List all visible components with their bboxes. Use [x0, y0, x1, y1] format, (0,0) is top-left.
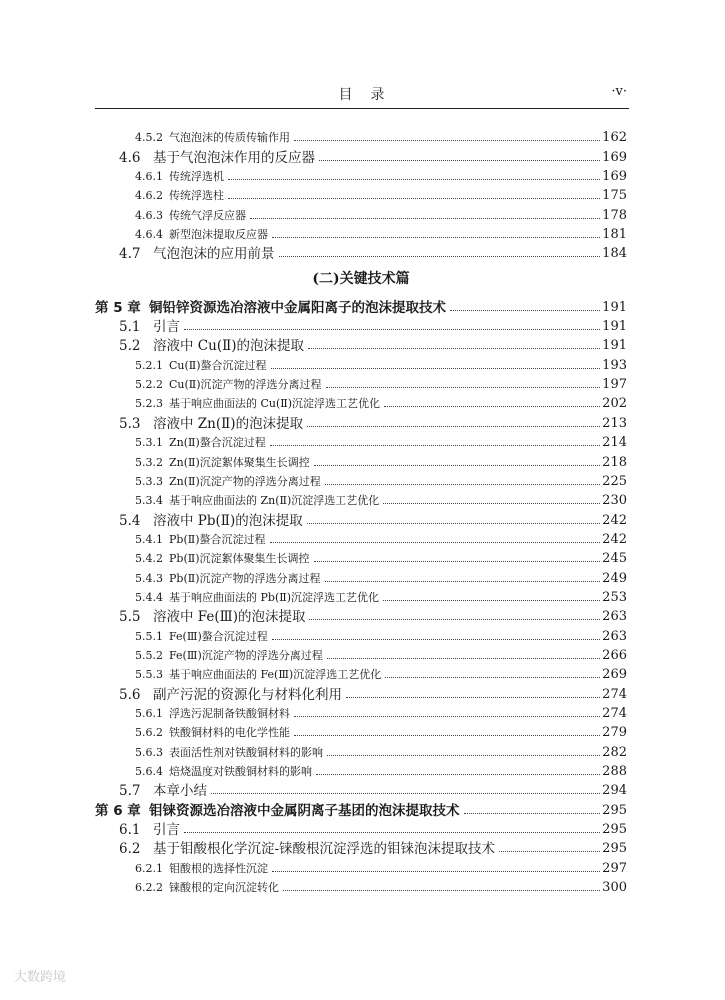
toc-entry-number: 4.6.1	[135, 170, 163, 184]
toc-subsection-entry[interactable]	[95, 761, 627, 780]
toc-dot-leader	[314, 465, 600, 466]
toc-entry-title: 基于响应曲面法的 Zn(Ⅱ)沉淀浮选工艺优化	[169, 494, 380, 508]
toc-entry-title: 传统浮选机	[169, 170, 224, 184]
toc-section-entry[interactable]	[95, 146, 627, 165]
toc-entry-title: 传统浮选柱	[169, 189, 224, 203]
toc-entry-page: 263	[602, 609, 627, 625]
toc-entry-page: 213	[602, 415, 627, 431]
toc-dot-leader	[228, 198, 600, 199]
toc-entry-title: 溶液中 Cu(Ⅱ)的泡沫提取	[153, 338, 305, 355]
toc-entry-title: 钼酸根的选择性沉淀	[169, 861, 268, 875]
toc-entry-number: 5.6.4	[135, 765, 163, 778]
toc-subsection-entry[interactable]	[95, 587, 627, 606]
toc-dot-leader	[326, 387, 601, 388]
toc-dot-leader	[325, 484, 600, 485]
toc-entry-number: 5.3.3	[135, 474, 163, 488]
toc-entry-title: 基于气泡泡沫作用的反应器	[153, 149, 315, 166]
toc-entry-number: 5.2.2	[135, 378, 163, 392]
toc-entry-page: 253	[602, 589, 627, 605]
toc-dot-leader	[383, 503, 600, 504]
toc-entry-page: 269	[602, 667, 627, 683]
toc-subsection-entry[interactable]	[95, 471, 627, 490]
toc-entry-number: 5.2.3	[135, 397, 163, 411]
toc-subsection-entry[interactable]	[95, 432, 627, 451]
toc-entry-number: 5.5	[119, 609, 141, 626]
toc-subsection-entry[interactable]	[95, 166, 627, 185]
toc-entry-number: 5.6.2	[135, 726, 163, 740]
toc-subsection-entry[interactable]	[95, 529, 627, 548]
toc-entry-title: 本章小结	[153, 783, 207, 800]
toc-dot-leader	[294, 140, 600, 141]
toc-entry-title: 焙烧温度对铁酸铜材料的影响	[169, 765, 312, 778]
toc-entry-page: 191	[602, 338, 627, 354]
toc-entry-page: 230	[602, 493, 627, 509]
toc-dot-leader	[327, 658, 600, 659]
running-header-title: 目 录	[338, 87, 387, 103]
toc-entry-number: 5.4	[119, 512, 141, 529]
toc-entry-number: 5.7	[119, 783, 141, 800]
toc-dot-leader	[383, 600, 600, 601]
toc-entry-page: 282	[602, 744, 627, 760]
toc-dot-leader	[307, 523, 600, 524]
toc-entry-number: 第 6 章	[95, 802, 141, 819]
toc-entry-number: 4.6.3	[135, 208, 163, 222]
toc-dot-leader	[499, 851, 600, 852]
toc-entry-page: 218	[602, 454, 627, 470]
toc-subsection-entry[interactable]	[95, 490, 627, 509]
toc-dot-leader	[294, 735, 600, 736]
toc-entry-number: 5.4.2	[135, 552, 163, 566]
toc-part-heading[interactable]	[95, 262, 627, 296]
toc-entry-title: 基于响应曲面法的 Fe(Ⅲ)沉淀浮选工艺优化	[169, 668, 382, 682]
toc-entry-page: 245	[602, 551, 627, 567]
toc-part-title: (二)关键技术篇	[312, 271, 410, 288]
toc-entry-title: 基于响应曲面法的 Pb(Ⅱ)沉淀浮选工艺优化	[169, 590, 379, 604]
toc-entry-page: 214	[602, 435, 627, 451]
toc-entry-page: 202	[602, 396, 627, 412]
toc-section-entry[interactable]	[95, 606, 627, 625]
toc-dot-leader	[450, 310, 600, 311]
toc-subsection-entry[interactable]	[95, 548, 627, 567]
table-of-contents	[95, 127, 627, 896]
toc-section-entry[interactable]	[95, 683, 627, 702]
toc-entry-page: 294	[602, 783, 627, 799]
toc-dot-leader	[316, 774, 600, 775]
toc-entry-number: 5.4.4	[135, 590, 163, 604]
toc-entry-page: 169	[602, 149, 627, 165]
toc-dot-leader	[464, 813, 601, 814]
toc-subsection-entry[interactable]	[95, 722, 627, 741]
toc-entry-title: 气泡泡沫的传质传输作用	[169, 131, 290, 145]
toc-dot-leader	[272, 871, 600, 872]
toc-entry-number: 4.7	[119, 246, 141, 263]
toc-dot-leader	[211, 793, 600, 794]
toc-entry-number: 5.4.1	[135, 532, 163, 546]
toc-subsection-entry[interactable]	[95, 224, 627, 243]
toc-entry-number: 4.5.2	[135, 131, 163, 145]
toc-subsection-entry[interactable]	[95, 857, 627, 876]
toc-subsection-entry[interactable]	[95, 185, 627, 204]
toc-entry-title: 基于钼酸根化学沉淀-铼酸根沉淀浮选的钼铼泡沫提取技术	[153, 841, 496, 858]
toc-dot-leader	[272, 639, 600, 640]
toc-dot-leader	[272, 237, 600, 238]
toc-entry-title: 引言	[153, 319, 180, 336]
toc-entry-title: 溶液中 Fe(Ⅲ)的泡沫提取	[153, 609, 306, 626]
toc-entry-title: 浮选污泥制备铁酸铜材料	[169, 706, 290, 720]
toc-chapter-entry[interactable]	[95, 296, 627, 315]
toc-entry-title: Zn(Ⅱ)沉淀产物的浮选分离过程	[169, 474, 321, 488]
toc-entry-page: 288	[602, 764, 627, 779]
toc-section-entry[interactable]	[95, 335, 627, 354]
toc-subsection-entry[interactable]	[95, 374, 627, 393]
toc-entry-number: 5.2.1	[135, 358, 163, 372]
toc-entry-number: 6.2.1	[135, 861, 163, 875]
toc-section-entry[interactable]	[95, 780, 627, 799]
toc-entry-title: Zn(Ⅱ)螯合沉淀过程	[169, 436, 266, 450]
toc-entry-number: 5.3.1	[135, 436, 163, 450]
toc-entry-page: 274	[602, 686, 627, 702]
toc-dot-leader	[184, 832, 600, 833]
toc-entry-title: Cu(Ⅱ)沉淀产物的浮选分离过程	[169, 378, 322, 392]
toc-subsection-entry[interactable]	[95, 877, 627, 896]
toc-dot-leader	[270, 445, 600, 446]
toc-dot-leader	[314, 561, 601, 562]
toc-entry-page: 279	[602, 725, 627, 741]
toc-subsection-entry[interactable]	[95, 354, 627, 373]
toc-dot-leader	[385, 677, 600, 678]
toc-entry-page: 169	[602, 169, 627, 185]
toc-entry-title: 表面活性剂对铁酸铜材料的影响	[169, 745, 323, 759]
toc-entry-number: 5.3.4	[135, 494, 163, 508]
toc-entry-page: 295	[602, 822, 627, 838]
toc-subsection-entry[interactable]	[95, 204, 627, 223]
toc-entry-number: 5.1	[119, 319, 141, 336]
toc-entry-page: 295	[602, 841, 627, 857]
toc-dot-leader	[270, 542, 601, 543]
toc-entry-number: 6.2.2	[135, 881, 163, 895]
toc-entry-title: 铁酸铜材料的电化学性能	[169, 726, 290, 740]
toc-entry-title: 气泡泡沫的应用前景	[153, 246, 275, 263]
toc-subsection-entry[interactable]	[95, 741, 627, 760]
toc-entry-title: 溶液中 Zn(Ⅱ)的泡沫提取	[153, 415, 304, 432]
toc-entry-number: 5.5.1	[135, 629, 163, 643]
toc-entry-title: 传统气浮反应器	[169, 208, 246, 222]
toc-entry-page: 225	[602, 473, 627, 489]
toc-entry-page: 249	[602, 570, 627, 586]
toc-dot-leader	[271, 368, 601, 369]
toc-subsection-entry[interactable]	[95, 645, 627, 664]
toc-section-entry[interactable]	[95, 838, 627, 857]
toc-dot-leader	[250, 218, 600, 219]
toc-entry-title: 钼铼资源选冶溶液中金属阴离子基团的泡沫提取技术	[149, 802, 460, 819]
toc-entry-page: 191	[602, 319, 627, 335]
toc-entry-page: 193	[602, 357, 627, 373]
toc-dot-leader	[283, 890, 600, 891]
toc-entry-number: 5.5.3	[135, 668, 163, 682]
toc-entry-number: 第 5 章	[95, 299, 141, 316]
toc-entry-title: Fe(Ⅲ)螯合沉淀过程	[169, 629, 268, 643]
toc-entry-title: 基于响应曲面法的 Cu(Ⅱ)沉淀浮选工艺优化	[169, 397, 381, 411]
toc-section-entry[interactable]	[95, 819, 627, 838]
toc-subsection-entry[interactable]	[95, 664, 627, 683]
toc-dot-leader	[319, 160, 600, 161]
toc-entry-title: Zn(Ⅱ)沉淀絮体聚集生长调控	[169, 455, 310, 469]
toc-entry-number: 5.6.1	[135, 706, 163, 720]
toc-entry-number: 5.6.3	[135, 745, 163, 759]
running-header-page-number: ·v·	[611, 84, 627, 99]
toc-subsection-entry[interactable]	[95, 567, 627, 586]
toc-entry-number: 5.2	[119, 338, 141, 355]
toc-section-entry[interactable]	[95, 316, 627, 335]
toc-entry-number: 4.6.2	[135, 189, 163, 203]
toc-entry-title: Pb(Ⅱ)沉淀产物的浮选分离过程	[169, 571, 321, 585]
toc-entry-page: 242	[602, 531, 627, 547]
toc-dot-leader	[325, 581, 601, 582]
toc-dot-leader	[327, 755, 600, 756]
toc-subsection-entry[interactable]	[95, 625, 627, 644]
toc-subsection-entry[interactable]	[95, 703, 627, 722]
toc-dot-leader	[294, 716, 600, 717]
toc-entry-title: 副产污泥的资源化与材料化利用	[153, 686, 342, 703]
toc-entry-page: 197	[602, 377, 627, 393]
toc-entry-title: Fe(Ⅲ)沉淀产物的浮选分离过程	[169, 648, 323, 662]
toc-entry-title: 铼酸根的定向沉淀转化	[169, 881, 279, 895]
toc-entry-page: 295	[602, 802, 627, 818]
toc-entry-page: 175	[602, 188, 627, 204]
toc-entry-page: 181	[602, 227, 627, 243]
toc-entry-title: 新型泡沫提取反应器	[169, 228, 268, 242]
toc-subsection-entry[interactable]	[95, 393, 627, 412]
toc-entry-number: 6.2	[119, 841, 141, 858]
toc-entry-page: 191	[602, 299, 627, 315]
toc-entry-title: 溶液中 Pb(Ⅱ)的泡沫提取	[153, 512, 303, 529]
toc-dot-leader	[384, 406, 600, 407]
toc-entry-page: 178	[602, 207, 627, 223]
toc-entry-number: 5.5.2	[135, 648, 163, 662]
toc-entry-page: 162	[602, 130, 627, 146]
toc-entry-title: 铜铅锌资源选冶溶液中金属阳离子的泡沫提取技术	[149, 299, 446, 316]
header-rule	[95, 108, 629, 109]
toc-entry-number: 4.6.4	[135, 228, 163, 242]
toc-entry-number: 5.3	[119, 415, 141, 432]
toc-entry-number: 4.6	[119, 149, 141, 166]
toc-entry-page: 266	[602, 647, 627, 663]
toc-entry-number: 5.4.3	[135, 571, 163, 585]
toc-dot-leader	[309, 619, 600, 620]
toc-entry-page: 263	[602, 628, 627, 644]
toc-entry-page: 184	[602, 246, 627, 262]
toc-entry-page: 297	[602, 860, 627, 876]
toc-entry-page: 300	[602, 880, 627, 896]
watermark: 大数跨境	[14, 970, 67, 985]
toc-entry-page: 274	[602, 705, 627, 721]
toc-entry-title: Pb(Ⅱ)螯合沉淀过程	[169, 532, 266, 546]
toc-entry-title: Pb(Ⅱ)沉淀絮体聚集生长调控	[169, 552, 310, 566]
toc-dot-leader	[346, 697, 600, 698]
toc-section-entry[interactable]	[95, 509, 627, 528]
toc-dot-leader	[279, 256, 601, 257]
toc-entry-title: 引言	[153, 822, 180, 839]
toc-chapter-entry[interactable]	[95, 799, 627, 818]
toc-dot-leader	[184, 329, 600, 330]
toc-entry-page: 242	[602, 512, 627, 528]
toc-entry-title: Cu(Ⅱ)螯合沉淀过程	[169, 358, 267, 372]
toc-entry-number: 6.1	[119, 822, 141, 839]
toc-subsection-entry[interactable]	[95, 127, 627, 146]
toc-dot-leader	[307, 426, 600, 427]
toc-section-entry[interactable]	[95, 412, 627, 431]
toc-section-entry[interactable]	[95, 243, 627, 262]
toc-entry-number: 5.3.2	[135, 455, 163, 469]
toc-dot-leader	[228, 179, 600, 180]
toc-entry-number: 5.6	[119, 686, 141, 703]
toc-subsection-entry[interactable]	[95, 451, 627, 470]
toc-dot-leader	[308, 348, 600, 349]
